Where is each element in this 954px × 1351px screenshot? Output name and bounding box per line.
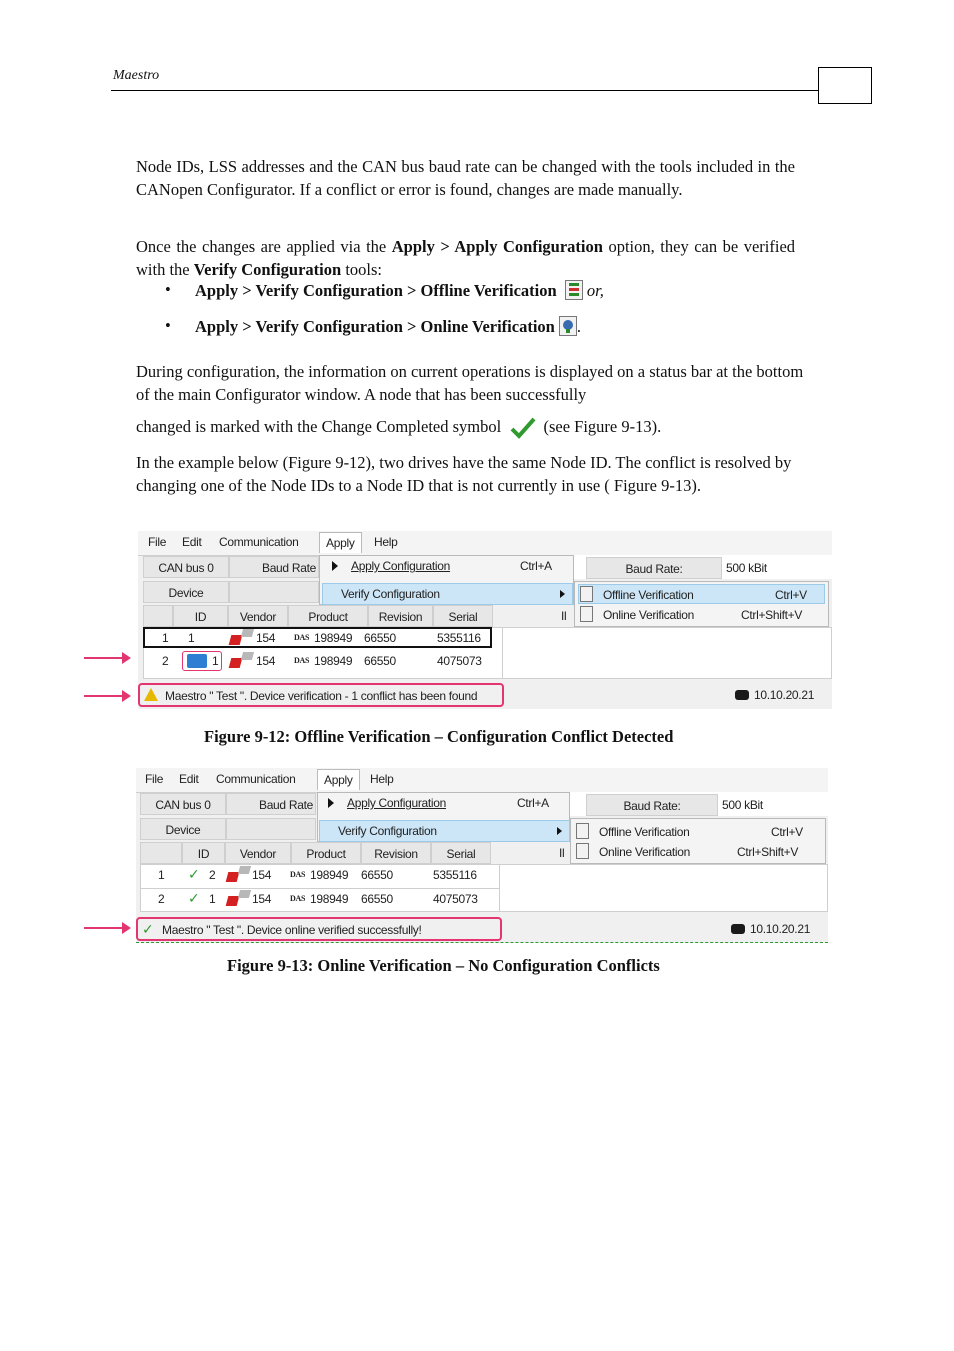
- online-verification-icon: [559, 316, 577, 336]
- menu-offline-verification[interactable]: Offline Verification: [603, 588, 694, 602]
- col-product: Product: [288, 605, 368, 627]
- network-icon: [735, 690, 749, 700]
- row-revision: 66550: [361, 868, 393, 882]
- menu-edit[interactable]: Edit: [179, 772, 199, 786]
- row-product: 198949: [314, 631, 353, 645]
- menu-verify-configuration[interactable]: Verify Configuration: [338, 824, 437, 838]
- row-serial: 4075073: [437, 654, 482, 668]
- vendor-grey-icon: [241, 629, 254, 637]
- menu-file[interactable]: File: [145, 772, 164, 786]
- row-product: 198949: [310, 868, 349, 882]
- warning-icon: [144, 688, 158, 701]
- row-serial: 5355116: [433, 868, 477, 882]
- text-run: changed is marked with the Change Completed symbol: [136, 417, 502, 436]
- row-id: 1: [188, 631, 195, 645]
- vendor-grey-icon: [241, 652, 254, 660]
- menu-communication[interactable]: Communication: [219, 535, 299, 549]
- baud-rate-label: Baud Rate:: [586, 557, 722, 579]
- row-vendor: 154: [252, 868, 272, 882]
- ip-address: 10.10.20.21: [750, 922, 811, 936]
- col-serial: Serial: [431, 842, 491, 864]
- row-product: 198949: [314, 654, 353, 668]
- row-number: 1: [158, 868, 165, 882]
- shortcut-offline: Ctrl+V: [775, 588, 807, 602]
- bullet-suffix: or,: [586, 281, 604, 300]
- device-cell[interactable]: Device: [140, 818, 226, 840]
- row-id: 2: [209, 868, 216, 882]
- figure-offline-screenshot: [138, 531, 832, 709]
- annotation-arrow: [84, 695, 129, 697]
- row-id: 1: [212, 654, 219, 668]
- menu-offline-verification[interactable]: Offline Verification: [599, 825, 690, 839]
- apply-arrow-icon: [328, 798, 334, 808]
- col-product: Product: [291, 842, 361, 864]
- menu-help[interactable]: Help: [374, 535, 398, 549]
- status-message: Maestro " Test ". Device online verified successfully!: [162, 923, 422, 937]
- col-id: ID: [173, 605, 228, 627]
- bullet-label: Apply > Verify Configuration > Offline Verification: [195, 281, 557, 300]
- offline-verification-icon: [576, 823, 589, 839]
- baud-rate-value: 500 kBit: [722, 798, 763, 812]
- column-stub: Il: [559, 846, 565, 860]
- col-revision: Revision: [368, 605, 433, 627]
- row-vendor: 154: [252, 892, 272, 906]
- text-run: (see Figure 9-13).: [543, 417, 662, 436]
- device-blank-cell: [229, 581, 319, 603]
- ip-address: 10.10.20.21: [754, 688, 815, 702]
- shortcut-online: Ctrl+Shift+V: [741, 608, 803, 622]
- figure-caption: Figure 9-13: Online Verification – No Configuration Conflicts: [227, 956, 660, 975]
- menu-verify-configuration[interactable]: Verify Configuration: [341, 587, 440, 601]
- row-number: 2: [162, 654, 169, 668]
- network-icon: [731, 924, 745, 934]
- paragraph-example: In the example below (Figure 9-12), two drives have the same Node ID. The conflict is resolved by changing one of the Node IDs to a Node ID that is not currently in use ( Figure 9-13).: [136, 453, 792, 495]
- row-revision: 66550: [364, 654, 396, 668]
- change-completed-check-icon: ✓: [188, 890, 200, 906]
- col-vendor: Vendor: [228, 605, 288, 627]
- menu-apply[interactable]: Apply: [319, 532, 362, 553]
- bullet-suffix: .: [576, 317, 581, 336]
- bullet-dot: •: [165, 316, 171, 335]
- shortcut-apply: Ctrl+A: [520, 559, 552, 573]
- text-run: option, they can be verified with the: [136, 237, 796, 279]
- col-id: ID: [182, 842, 225, 864]
- menu-help[interactable]: Help: [370, 772, 394, 786]
- figure-online-screenshot: [136, 768, 828, 943]
- shortcut-online: Ctrl+Shift+V: [737, 845, 799, 859]
- bullet-text: [195, 316, 581, 337]
- annotation-arrow: [84, 657, 129, 659]
- menu-online-verification[interactable]: Online Verification: [603, 608, 695, 622]
- col-serial: Serial: [433, 605, 493, 627]
- row-id: 1: [209, 892, 216, 906]
- page-number-box: [818, 67, 872, 104]
- col-revision: Revision: [361, 842, 431, 864]
- text-run: tools:: [341, 259, 382, 279]
- text-run-bold: Apply > Apply Configuration: [391, 237, 603, 256]
- figure-caption: Figure 9-12: Offline Verification – Configuration Conflict Detected: [204, 727, 674, 746]
- offline-verification-icon: [580, 586, 593, 602]
- can-bus-cell[interactable]: CAN bus 0: [140, 793, 226, 815]
- menu-bar: [136, 768, 828, 793]
- right-pane: [503, 627, 832, 679]
- shortcut-apply: Ctrl+A: [517, 796, 549, 810]
- baud-column-header: Baud Rate: [229, 556, 319, 578]
- column-stub: Il: [561, 609, 567, 623]
- shortcut-offline: Ctrl+V: [771, 825, 803, 839]
- offline-verification-icon: [565, 280, 583, 300]
- apply-arrow-icon: [332, 561, 338, 571]
- row-revision: 66550: [361, 892, 393, 906]
- das-logo-icon: DAS: [294, 633, 310, 642]
- col-blank: [140, 842, 182, 864]
- change-completed-check-icon: ✓: [188, 866, 200, 882]
- menu-edit[interactable]: Edit: [182, 535, 202, 549]
- paragraph-status: During configuration, the information on current operations is displayed on a status bar at the bottom of the main Configurator window. A node that has been successfully: [136, 362, 804, 404]
- row-vendor: 154: [256, 631, 276, 645]
- paragraph-intro: Node IDs, LSS addresses and the CAN bus baud rate can be changed with the tools included in the CANopen Configurator. If a conflict or error is found, changes are made manually.: [136, 157, 795, 199]
- text-run: Once the changes are applied via the: [136, 237, 392, 256]
- device-blank-cell: [226, 818, 316, 840]
- row-serial: 5355116: [437, 631, 481, 645]
- text-run-bold: Verify Configuration: [193, 259, 342, 279]
- baud-column-header: Baud Rate: [226, 793, 316, 815]
- bullet-label: Apply > Verify Configuration > Online Verification: [195, 317, 555, 336]
- menu-apply[interactable]: Apply: [317, 769, 360, 790]
- paragraph-status-line: [136, 417, 661, 437]
- das-logo-icon: DAS: [290, 894, 306, 903]
- online-verification-icon: [576, 843, 589, 859]
- baud-rate-label: Baud Rate:: [586, 794, 718, 816]
- baud-rate-value: 500 kBit: [726, 561, 767, 575]
- menu-apply-configuration[interactable]: Apply Configuration: [351, 559, 451, 573]
- right-pane: [500, 864, 828, 912]
- row-vendor: 154: [256, 654, 276, 668]
- submenu-arrow-icon: [557, 827, 562, 835]
- row-number: 2: [158, 892, 165, 906]
- annotation-arrow: [84, 927, 129, 929]
- header-rule: [111, 90, 819, 91]
- conflict-node-icon: [187, 654, 207, 668]
- menu-bar: [138, 531, 832, 556]
- device-cell[interactable]: Device: [143, 581, 229, 603]
- can-bus-cell[interactable]: CAN bus 0: [143, 556, 229, 578]
- bullet-text: [195, 280, 604, 301]
- row-number: 1: [162, 631, 169, 645]
- menu-file[interactable]: File: [148, 535, 167, 549]
- das-logo-icon: DAS: [290, 870, 306, 879]
- menu-online-verification[interactable]: Online Verification: [599, 845, 691, 859]
- status-message: Maestro " Test ". Device verification - 1 conflict has been found: [165, 689, 478, 703]
- row-product: 198949: [310, 892, 349, 906]
- col-blank: [143, 605, 173, 627]
- bullet-dot: •: [165, 280, 171, 299]
- paragraph-apply: [136, 236, 795, 281]
- vendor-grey-icon: [238, 866, 251, 874]
- das-logo-icon: DAS: [294, 656, 310, 665]
- success-check-icon: ✓: [142, 921, 154, 937]
- submenu-arrow-icon: [560, 590, 565, 598]
- vendor-grey-icon: [238, 890, 251, 898]
- online-verification-icon: [580, 606, 593, 622]
- menu-communication[interactable]: Communication: [216, 772, 296, 786]
- col-vendor: Vendor: [225, 842, 291, 864]
- running-header-title: Maestro: [113, 68, 160, 83]
- row-serial: 4075073: [433, 892, 478, 906]
- menu-apply-configuration[interactable]: Apply Configuration: [347, 796, 447, 810]
- row-revision: 66550: [364, 631, 396, 645]
